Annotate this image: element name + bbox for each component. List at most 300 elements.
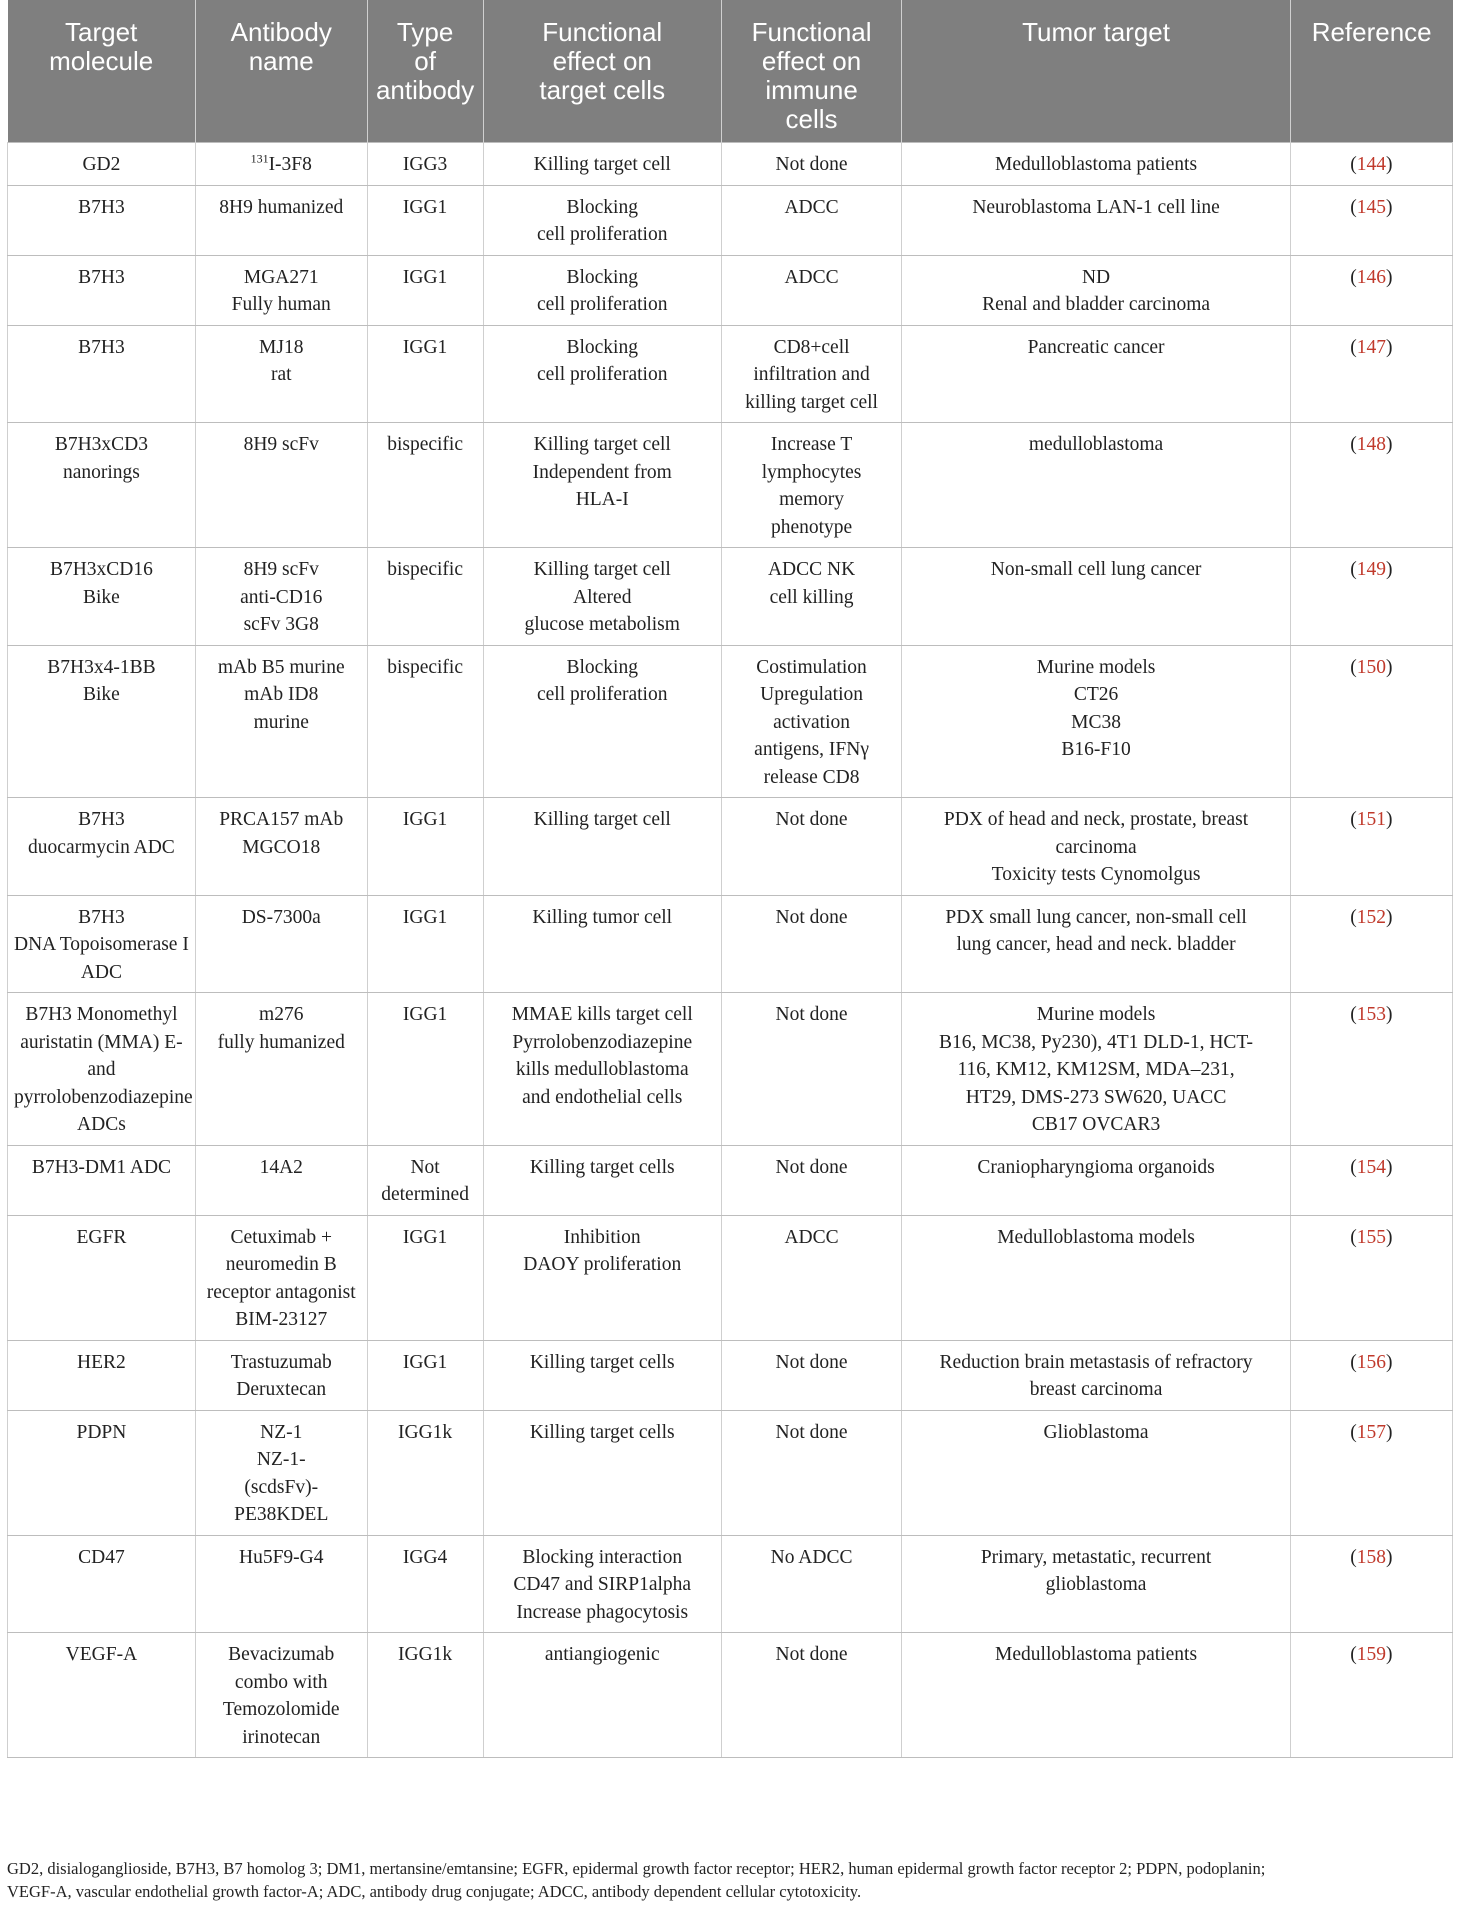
target-cell-line: Bike: [83, 586, 120, 608]
tumor-cell: [902, 1633, 1291, 1758]
antibody-cell-line: PRCA157 mAb: [219, 809, 344, 830]
reference-paren-open: (: [1350, 1546, 1357, 1568]
table-row: [8, 143, 1453, 186]
tumor-cell-line: Medulloblastoma patients: [995, 154, 1198, 175]
antibody-cell-line: Deruxtecan: [236, 1379, 327, 1400]
target-cell: [8, 1633, 196, 1758]
target-cell: [8, 645, 196, 798]
column-header: [483, 0, 721, 143]
antibody-cell-line: DS-7300a: [241, 906, 321, 928]
reference-link[interactable]: 157: [1356, 1421, 1387, 1443]
reference-paren-open: (: [1350, 559, 1357, 580]
antibody-cell-line: Trastuzumab: [230, 1351, 332, 1373]
type-cell: [367, 143, 483, 186]
antibody-cell-line: murine: [253, 711, 309, 733]
effect-immune-cell-line: Not done: [775, 1004, 848, 1025]
table-row: [8, 1410, 1453, 1535]
type-cell: [367, 645, 483, 798]
antibody-cell: [195, 325, 367, 423]
reference-paren-close: ): [1386, 196, 1393, 218]
effect-immune-cell: [721, 1215, 901, 1340]
type-cell-line: IGG1: [402, 906, 448, 928]
reference-paren-open: (: [1350, 154, 1357, 175]
table-row: [8, 645, 1453, 798]
target-cell: [8, 255, 196, 325]
tumor-cell: [902, 255, 1291, 325]
column-header-label: of: [414, 46, 436, 76]
antibody-cell: [195, 185, 367, 255]
reference-link[interactable]: 158: [1356, 1546, 1387, 1568]
target-cell-line: auristatin (MMA) E-: [20, 1031, 183, 1053]
type-cell: [367, 1340, 483, 1410]
antibody-name-text: I-3F8: [268, 154, 312, 175]
target-cell: [8, 1535, 196, 1633]
effect-target-cell-line: Killing target cells: [529, 1351, 675, 1373]
antibody-cell-line: NZ-1: [260, 1421, 303, 1443]
tumor-cell-line: Toxicity tests Cynomolgus: [991, 864, 1201, 885]
antibody-table: [7, 0, 1453, 1758]
reference-link[interactable]: 146: [1356, 266, 1387, 288]
reference-link[interactable]: 156: [1356, 1351, 1387, 1373]
reference-paren-close: ): [1386, 266, 1393, 288]
tumor-cell-line: lung cancer, head and neck. bladder: [956, 934, 1236, 955]
antibody-cell-line: 8H9 scFv: [243, 559, 319, 580]
reference-link[interactable]: 154: [1356, 1156, 1387, 1178]
effect-immune-cell: [721, 548, 901, 646]
effect-target-cell-line: kills medulloblastoma: [515, 1059, 689, 1080]
type-cell: [367, 1633, 483, 1758]
effect-immune-cell: [721, 798, 901, 896]
antibody-cell-line: Bevacizumab: [228, 1644, 335, 1665]
reference-cell: [1290, 1633, 1452, 1758]
tumor-cell-line: MC38: [1071, 711, 1121, 733]
reference-paren-close: ): [1386, 559, 1393, 580]
table-row: [8, 325, 1453, 423]
antibody-cell-line: m276: [259, 1004, 304, 1025]
effect-immune-cell: [721, 325, 901, 423]
effect-target-cell: [483, 993, 721, 1146]
tumor-cell-line: PDX small lung cancer, non-small cell: [945, 906, 1247, 928]
reference-paren-close: ): [1386, 1546, 1393, 1568]
antibody-cell-line: scFv 3G8: [243, 614, 319, 635]
reference-paren-open: (: [1350, 1226, 1357, 1248]
effect-target-cell-line: DAOY proliferation: [523, 1254, 682, 1275]
type-cell: [367, 255, 483, 325]
tumor-cell: [902, 1215, 1291, 1340]
table-row: [8, 1215, 1453, 1340]
tumor-cell: [902, 798, 1291, 896]
effect-target-cell-line: Killing target cells: [529, 1156, 675, 1178]
effect-immune-cell-line: cell killing: [769, 586, 854, 608]
type-cell-line: determined: [381, 1184, 469, 1205]
table-row: [8, 1633, 1453, 1758]
target-cell-line: B7H3xCD3: [54, 434, 149, 455]
effect-immune-cell-line: ADCC: [784, 196, 839, 218]
reference-link[interactable]: 144: [1356, 154, 1387, 175]
reference-cell: [1290, 423, 1452, 548]
reference-paren-close: ): [1386, 1351, 1393, 1373]
tumor-cell: [902, 1340, 1291, 1410]
reference-paren-close: ): [1386, 1004, 1393, 1025]
antibody-cell-line: fully humanized: [217, 1031, 345, 1053]
reference-cell: [1290, 143, 1452, 186]
antibody-cell-line: NZ-1-: [256, 1449, 306, 1470]
effect-immune-cell-line: infiltration and: [753, 364, 870, 385]
footnote-line: GD2, disialoganglioside, B7H3, B7 homolog 3; DM1, mertansine/emtansine; EGFR, epidermal growth factor receptor; HER2, human epidermal growth factor receptor 2; PDPN, podoplanin;: [7, 1859, 1266, 1878]
column-header: [195, 0, 367, 143]
effect-target-cell-line: Killing target cell: [533, 154, 671, 175]
reference-link[interactable]: 152: [1356, 906, 1387, 928]
effect-target-cell: [483, 1215, 721, 1340]
tumor-cell-line: Glioblastoma: [1043, 1421, 1149, 1443]
table-body: [8, 143, 1453, 1758]
effect-target-cell-line: Blocking interaction: [522, 1546, 683, 1568]
effect-target-cell-line: Blocking: [566, 266, 638, 288]
effect-target-cell-line: cell proliferation: [536, 224, 668, 245]
antibody-cell-line: BIM-23127: [235, 1309, 328, 1330]
tumor-cell-line: Neuroblastoma LAN-1 cell line: [972, 196, 1220, 218]
reference-paren-open: (: [1350, 1156, 1357, 1178]
effect-immune-cell: [721, 255, 901, 325]
tumor-cell-line: B16-F10: [1061, 739, 1131, 760]
target-cell-line: B7H3: [78, 906, 125, 928]
reference-cell: [1290, 798, 1452, 896]
reference-link[interactable]: 155: [1356, 1226, 1387, 1248]
target-cell: [8, 1340, 196, 1410]
effect-target-cell: [483, 645, 721, 798]
reference-link[interactable]: 153: [1356, 1004, 1387, 1025]
effect-target-cell: [483, 895, 721, 993]
effect-immune-cell-line: ADCC: [784, 266, 839, 288]
reference-paren-open: (: [1350, 266, 1357, 288]
type-cell-line: IGG1k: [398, 1421, 453, 1443]
effect-target-cell-line: Killing target cell: [533, 559, 671, 580]
footnote-line: VEGF-A, vascular endothelial growth factor-A; ADC, antibody drug conjugate; ADCC, antibody dependent cellular cytotoxicity.: [7, 1882, 862, 1901]
tumor-cell-line: Medulloblastoma models: [997, 1226, 1195, 1248]
effect-target-cell: [483, 1145, 721, 1215]
column-header: [902, 0, 1291, 143]
type-cell-line: IGG1: [402, 1226, 448, 1248]
reference-paren-close: ): [1386, 336, 1393, 358]
target-cell-line: B7H3: [78, 196, 125, 218]
tumor-cell-line: Craniopharyngioma organoids: [977, 1156, 1215, 1178]
antibody-cell-line: mAb B5 murine: [217, 656, 345, 678]
antibody-cell-line: 8H9 scFv: [243, 434, 319, 455]
column-header-label: molecule: [49, 46, 154, 76]
antibody-cell-line: MGA271: [243, 266, 319, 288]
tumor-cell: [902, 993, 1291, 1146]
type-cell-line: bispecific: [387, 434, 463, 455]
table-row: [8, 255, 1453, 325]
antibody-cell: [195, 1215, 367, 1340]
tumor-cell-line: Murine models: [1036, 656, 1156, 678]
reference-link[interactable]: 148: [1356, 434, 1387, 455]
target-cell-line: EGFR: [76, 1226, 127, 1248]
effect-target-cell-line: Altered: [572, 586, 632, 608]
target-cell-line: B7H3: [78, 266, 125, 288]
reference-cell: [1290, 548, 1452, 646]
effect-target-cell-line: Blocking: [566, 336, 638, 358]
effect-immune-cell-line: Not done: [775, 1421, 848, 1443]
antibody-cell-line: irinotecan: [242, 1726, 321, 1748]
effect-target-cell-line: Blocking: [566, 656, 638, 678]
column-header-label: Target: [65, 17, 138, 47]
isotope-superscript: 131: [250, 151, 269, 166]
effect-target-cell-line: antiangiogenic: [544, 1644, 660, 1665]
reference-cell: [1290, 1410, 1452, 1535]
table-header: [8, 0, 1453, 143]
antibody-cell: [195, 895, 367, 993]
antibody-cell-line: (scdsFv)-: [244, 1476, 319, 1498]
type-cell: [367, 1410, 483, 1535]
antibody-cell-line: Hu5F9-G4: [238, 1546, 324, 1568]
reference-link[interactable]: 150: [1356, 656, 1387, 678]
column-header: [721, 0, 901, 143]
target-cell-line: B7H3: [78, 336, 125, 358]
header-row: [8, 0, 1453, 143]
effect-target-cell: [483, 548, 721, 646]
target-cell-line: and: [87, 1059, 116, 1080]
type-cell: [367, 423, 483, 548]
reference-link[interactable]: 151: [1356, 809, 1387, 830]
tumor-cell: [902, 548, 1291, 646]
reference-cell: [1290, 993, 1452, 1146]
target-cell: [8, 895, 196, 993]
reference-paren-close: ): [1386, 1156, 1393, 1178]
antibody-cell: [195, 1340, 367, 1410]
tumor-cell-line: Primary, metastatic, recurrent: [980, 1546, 1212, 1568]
tumor-cell-line: Pancreatic cancer: [1027, 336, 1165, 358]
effect-immune-cell-line: antigens, IFNγ: [754, 739, 869, 760]
type-cell-line: IGG1: [402, 1004, 448, 1025]
reference-paren-open: (: [1350, 434, 1357, 455]
antibody-cell-line: rat: [270, 364, 292, 385]
reference-link[interactable]: 147: [1356, 336, 1387, 358]
effect-target-cell: [483, 185, 721, 255]
column-header: [367, 0, 483, 143]
effect-target-cell: [483, 1410, 721, 1535]
antibody-cell-line: 14A2: [259, 1156, 303, 1178]
antibody-cell: [195, 798, 367, 896]
effect-target-cell-line: Independent from: [532, 461, 672, 483]
effect-target-cell-line: Killing target cells: [529, 1421, 675, 1443]
reference-link[interactable]: 145: [1356, 196, 1387, 218]
type-cell-line: bispecific: [387, 559, 463, 580]
type-cell: [367, 895, 483, 993]
antibody-cell: [195, 548, 367, 646]
antibody-cell-line: mAb ID8: [244, 684, 319, 705]
target-cell-line: B7H3xCD16: [49, 559, 153, 580]
type-cell-line: IGG3: [402, 154, 448, 175]
table-row: [8, 423, 1453, 548]
effect-immune-cell-line: release CD8: [763, 766, 860, 788]
column-header-label: immune: [765, 75, 858, 105]
target-cell-line: CD47: [78, 1546, 125, 1568]
reference-cell: [1290, 645, 1452, 798]
effect-immune-cell-line: killing target cell: [745, 391, 878, 413]
type-cell-line: IGG1: [402, 1351, 448, 1373]
effect-immune-cell-line: ADCC NK: [767, 559, 856, 580]
column-header-label: effect on: [761, 46, 862, 76]
type-cell: [367, 1215, 483, 1340]
tumor-cell-line: Renal and bladder carcinoma: [982, 294, 1211, 315]
tumor-cell-line: breast carcinoma: [1029, 1379, 1163, 1400]
antibody-cell: [195, 1535, 367, 1633]
reference-paren-close: ): [1386, 1226, 1393, 1248]
effect-immune-cell-line: ADCC: [784, 1226, 839, 1248]
table-row: [8, 1340, 1453, 1410]
target-cell-line: B7H3: [78, 809, 125, 830]
target-cell: [8, 1145, 196, 1215]
column-header-label: antibody: [375, 75, 475, 105]
antibody-cell-line: 8H9 humanized: [219, 196, 344, 218]
tumor-cell-line: B16, MC38, Py230), 4T1 DLD-1, HCT-: [939, 1031, 1254, 1053]
effect-target-cell-line: MMAE kills target cell: [511, 1004, 693, 1025]
effect-target-cell: [483, 1535, 721, 1633]
target-cell-line: B7H3-DM1 ADC: [31, 1156, 172, 1178]
type-cell-line: bispecific: [387, 656, 463, 678]
effect-target-cell-line: cell proliferation: [536, 364, 668, 385]
tumor-cell-line: Reduction brain metastasis of refractory: [939, 1351, 1253, 1373]
table-footnote: [7, 1857, 1453, 1903]
target-cell-line: duocarmycin ADC: [28, 836, 175, 858]
reference-paren-open: (: [1350, 1421, 1357, 1443]
target-cell-line: ADC: [80, 961, 123, 983]
tumor-cell-line: Medulloblastoma patients: [995, 1644, 1198, 1665]
table-row: [8, 993, 1453, 1146]
antibody-cell-line: MJ18: [259, 336, 304, 358]
target-cell-line: B7H3x4-1BB: [47, 656, 156, 678]
effect-immune-cell-line: No ADCC: [770, 1546, 853, 1568]
effect-target-cell-line: Killing target cell: [533, 434, 671, 455]
tumor-cell: [902, 143, 1291, 186]
effect-target-cell: [483, 143, 721, 186]
reference-paren-open: (: [1350, 1004, 1357, 1025]
target-cell-line: nanorings: [62, 461, 140, 483]
type-cell: [367, 325, 483, 423]
target-cell-line: PDPN: [76, 1421, 127, 1443]
effect-immune-cell-line: Costimulation: [756, 656, 867, 678]
reference-cell: [1290, 255, 1452, 325]
tumor-cell: [902, 325, 1291, 423]
antibody-cell: [195, 423, 367, 548]
antibody-cell-line: PE38KDEL: [234, 1504, 329, 1525]
effect-target-cell: [483, 1633, 721, 1758]
effect-immune-cell-line: Not done: [775, 154, 848, 175]
table-row: [8, 1535, 1453, 1633]
table-row: [8, 185, 1453, 255]
reference-cell: [1290, 1145, 1452, 1215]
table-row: [8, 548, 1453, 646]
type-cell: [367, 993, 483, 1146]
antibody-cell-line: Temozolomide: [222, 1699, 340, 1720]
column-header-label: Functional: [751, 17, 872, 47]
effect-target-cell-line: Increase phagocytosis: [516, 1601, 689, 1623]
effect-target-cell-line: CD47 and SIRP1alpha: [513, 1574, 692, 1595]
effect-immune-cell: [721, 143, 901, 186]
antibody-cell-line: neuromedin B: [225, 1254, 337, 1275]
type-cell-line: IGG1: [402, 809, 448, 830]
reference-paren-close: ): [1386, 1644, 1393, 1665]
antibody-name-with-isotope: [202, 151, 361, 179]
tumor-cell-line: ND: [1081, 266, 1111, 288]
effect-immune-cell-line: Not done: [775, 809, 848, 830]
type-cell-line: Not: [410, 1156, 440, 1178]
tumor-cell: [902, 1535, 1291, 1633]
tumor-cell-line: 116, KM12, KM12SM, MDA–231,: [957, 1059, 1235, 1080]
column-header: [1290, 0, 1452, 143]
target-cell-line: pyrrolobenzodiazepine: [14, 1086, 193, 1108]
antibody-cell: [195, 993, 367, 1146]
reference-paren-close: ): [1386, 1421, 1393, 1443]
antibody-cell-line: MGCO18: [242, 836, 321, 858]
reference-paren-close: ): [1386, 906, 1393, 928]
tumor-cell-line: glioblastoma: [1045, 1574, 1147, 1595]
effect-immune-cell: [721, 185, 901, 255]
tumor-cell-line: carcinoma: [1055, 836, 1137, 858]
type-cell: [367, 185, 483, 255]
antibody-cell-line: combo with: [234, 1671, 328, 1693]
target-cell-line: ADCs: [77, 1114, 126, 1135]
tumor-cell-line: Non-small cell lung cancer: [990, 559, 1202, 580]
target-cell: [8, 143, 196, 186]
reference-cell: [1290, 325, 1452, 423]
antibody-cell-line: Cetuximab +: [230, 1226, 332, 1248]
effect-target-cell-line: Inhibition: [563, 1226, 641, 1248]
reference-link[interactable]: 149: [1356, 559, 1387, 580]
target-cell: [8, 185, 196, 255]
tumor-cell-line: PDX of head and neck, prostate, breast: [943, 809, 1249, 830]
target-cell: [8, 1410, 196, 1535]
effect-target-cell-line: Pyrrolobenzodiazepine: [512, 1031, 693, 1053]
reference-cell: [1290, 1340, 1452, 1410]
effect-immune-cell: [721, 1340, 901, 1410]
effect-target-cell-line: Killing tumor cell: [532, 906, 673, 928]
effect-immune-cell: [721, 645, 901, 798]
target-cell-line: B7H3 Monomethyl: [25, 1004, 178, 1025]
type-cell: [367, 548, 483, 646]
effect-immune-cell-line: Increase T: [770, 434, 853, 455]
column-header: [8, 0, 196, 143]
antibody-cell-line: receptor antagonist: [206, 1281, 356, 1303]
reference-paren-open: (: [1350, 336, 1357, 358]
antibody-cell-line: anti-CD16: [240, 586, 323, 608]
antibody-cell: [195, 1410, 367, 1535]
column-header-label: Functional: [542, 17, 663, 47]
effect-immune-cell: [721, 423, 901, 548]
type-cell-line: IGG1k: [398, 1644, 453, 1665]
antibody-cell: [195, 1145, 367, 1215]
tumor-cell: [902, 645, 1291, 798]
tumor-cell-line: CT26: [1073, 684, 1119, 705]
target-cell: [8, 548, 196, 646]
reference-cell: [1290, 1215, 1452, 1340]
effect-immune-cell-line: Not done: [775, 1156, 848, 1178]
effect-immune-cell: [721, 1410, 901, 1535]
reference-cell: [1290, 185, 1452, 255]
target-cell: [8, 423, 196, 548]
tumor-cell: [902, 895, 1291, 993]
effect-target-cell-line: cell proliferation: [536, 684, 668, 705]
tumor-cell: [902, 1145, 1291, 1215]
column-header-label: name: [248, 46, 314, 76]
reference-link[interactable]: 159: [1356, 1644, 1387, 1665]
type-cell: [367, 1535, 483, 1633]
effect-immune-cell-line: lymphocytes: [761, 461, 862, 483]
effect-immune-cell: [721, 993, 901, 1146]
effect-target-cell-line: Blocking: [566, 196, 638, 218]
effect-target-cell-line: cell proliferation: [536, 294, 668, 315]
